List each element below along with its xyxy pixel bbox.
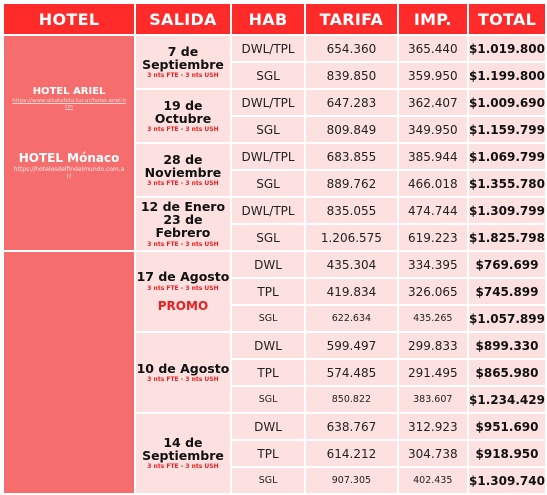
room-type: DWL/TPL — [231, 197, 305, 224]
table-row — [3, 35, 546, 62]
departure-cell — [135, 251, 231, 332]
departure-date: 10 de Agosto — [136, 360, 230, 376]
nights-note: 3 nts FTE - 3 nts USH — [147, 179, 219, 187]
departure-date: 12 de Enero 23 de Febrero — [140, 199, 226, 241]
tax-value: 619.223 — [398, 224, 468, 251]
total-value: $1.019.800 — [468, 35, 546, 62]
total-value: $1.069.799 — [468, 143, 546, 170]
rate-value: 683.855 — [305, 143, 397, 170]
departure-cell — [135, 413, 231, 494]
total-value: $899.330 — [468, 332, 546, 359]
nights-note: 3 nts FTE - 3 nts USH — [147, 71, 219, 79]
departure-cell — [135, 143, 231, 197]
total-value: $1.825.798 — [468, 224, 546, 251]
nights-note: 3 nts FTE - 3 nts USH — [147, 375, 219, 383]
rate-value: 647.283 — [305, 89, 397, 116]
nights-note: 3 nts FTE - 3 nts USH — [147, 125, 219, 133]
room-type: DWL — [231, 413, 305, 440]
tax-value: 383.607 — [398, 386, 468, 413]
total-value: $745.899 — [468, 278, 546, 305]
room-type: DWL — [231, 332, 305, 359]
header-row — [3, 3, 546, 35]
total-value: $1.234.429 — [468, 386, 546, 413]
tax-value: 362.407 — [398, 89, 468, 116]
total-value: $769.699 — [468, 251, 546, 278]
departure-cell — [135, 35, 231, 89]
room-type: TPL — [231, 278, 305, 305]
header-imp: IMP. — [398, 3, 468, 35]
nights-note: 3 nts FTE - 3 nts USH — [147, 240, 219, 248]
rate-value: 435.304 — [305, 251, 397, 278]
total-value: $1.009.690 — [468, 89, 546, 116]
departure-date: 14 de Septiembre — [142, 435, 224, 464]
departure-cell — [135, 197, 231, 251]
tax-value: 402.435 — [398, 467, 468, 494]
tax-value: 385.944 — [398, 143, 468, 170]
total-value: $1.309.740 — [468, 467, 546, 494]
header-tarifa: TARIFA — [305, 3, 397, 35]
departure-cell — [135, 332, 231, 413]
hotel-name: HOTEL ARIEL — [32, 85, 106, 97]
rate-value: 599.497 — [305, 332, 397, 359]
room-type: TPL — [231, 359, 305, 386]
room-type: DWL — [231, 251, 305, 278]
rate-value: 1.206.575 — [305, 224, 397, 251]
rate-value: 835.055 — [305, 197, 397, 224]
room-type: DWL/TPL — [231, 89, 305, 116]
hotel-link[interactable]: https://hotelesdelfindelmundo.com.ar/ — [13, 165, 125, 181]
header-hab: HAB — [231, 3, 305, 35]
hotel-cell-group1 — [3, 35, 135, 251]
tax-value: 326.065 — [398, 278, 468, 305]
room-type: SGL — [231, 170, 305, 197]
header-hotel: HOTEL — [3, 3, 135, 35]
rates-table — [2, 2, 547, 495]
total-value: $1.355.780 — [468, 170, 546, 197]
room-type: TPL — [231, 440, 305, 467]
tax-value: 291.495 — [398, 359, 468, 386]
total-value: $1.057.899 — [468, 305, 546, 332]
rate-value: 654.360 — [305, 35, 397, 62]
tax-value: 349.950 — [398, 116, 468, 143]
tax-value: 312.923 — [398, 413, 468, 440]
room-type: SGL — [231, 467, 305, 494]
rate-value: 574.485 — [305, 359, 397, 386]
total-value: $865.980 — [468, 359, 546, 386]
header-total: TOTAL — [468, 3, 546, 35]
room-type: SGL — [231, 116, 305, 143]
rate-value: 638.767 — [305, 413, 397, 440]
tax-value: 359.950 — [398, 62, 468, 89]
room-type: DWL/TPL — [231, 143, 305, 170]
total-value: $951.690 — [468, 413, 546, 440]
tax-value: 474.744 — [398, 197, 468, 224]
rate-value: 614.212 — [305, 440, 397, 467]
rate-value: 850.822 — [305, 386, 397, 413]
room-type: DWL/TPL — [231, 35, 305, 62]
total-value: $918.950 — [468, 440, 546, 467]
promo-label: PROMO — [157, 298, 209, 313]
departure-date: 7 de Septiembre — [142, 43, 224, 72]
rate-value: 809.849 — [305, 116, 397, 143]
tax-value: 304.738 — [398, 440, 468, 467]
rate-value: 839.850 — [305, 62, 397, 89]
room-type: SGL — [231, 62, 305, 89]
tax-value: 299.833 — [398, 332, 468, 359]
tax-value: 365.440 — [398, 35, 468, 62]
departure-date: 19 de Octubre — [154, 97, 212, 126]
hotel-link[interactable]: https://www.alcatofoto.tur.ar/hotel-ariel.htm — [12, 97, 126, 111]
rate-value: 419.834 — [305, 278, 397, 305]
departure-date: 28 de Noviembre — [144, 151, 222, 180]
total-value: $1.309.799 — [468, 197, 546, 224]
tax-value: 435.265 — [398, 305, 468, 332]
table-row — [3, 251, 546, 278]
tax-value: 466.018 — [398, 170, 468, 197]
rate-value: 889.762 — [305, 170, 397, 197]
room-type: SGL — [231, 305, 305, 332]
nights-note: 3 nts FTE - 3 nts USH — [147, 463, 219, 471]
header-salida: SALIDA — [135, 3, 231, 35]
departure-date: 17 de Agosto — [136, 269, 230, 285]
hotel-name: HOTEL Mónaco — [18, 150, 120, 165]
hotel-monaco — [4, 151, 134, 180]
nights-note: 3 nts FTE - 3 nts USH — [147, 284, 219, 292]
rate-value: 907.305 — [305, 467, 397, 494]
room-type: SGL — [231, 386, 305, 413]
tax-value: 334.395 — [398, 251, 468, 278]
total-value: $1.199.800 — [468, 62, 546, 89]
departure-cell — [135, 89, 231, 143]
hotel-ariel — [4, 86, 134, 111]
hotel-cell-group2 — [3, 251, 135, 494]
rate-value: 622.634 — [305, 305, 397, 332]
total-value: $1.159.799 — [468, 116, 546, 143]
room-type: SGL — [231, 224, 305, 251]
